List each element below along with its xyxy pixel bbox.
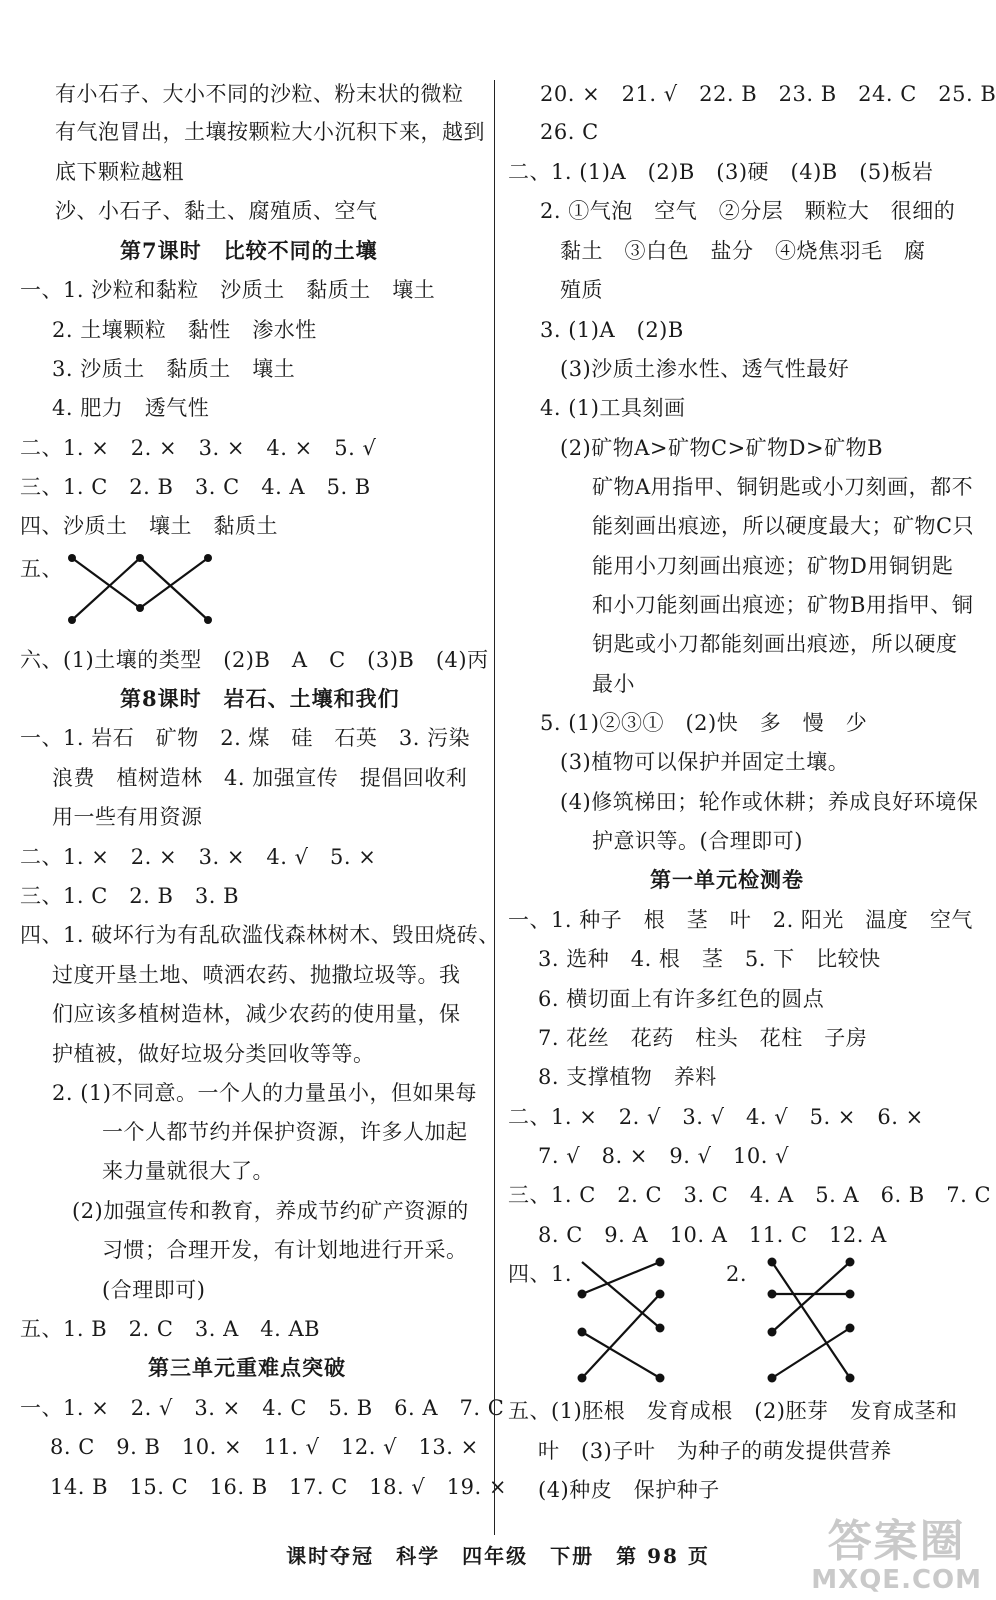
text-line: 4. (1)工具刻画 <box>540 396 686 420</box>
text-line: 有气泡冒出，土壤按颗粒大小沉积下来，越到 <box>55 120 485 144</box>
text-line: 五、 <box>20 557 63 581</box>
text-line: 五、1. B 2. C 3. A 4. AB <box>20 1317 321 1341</box>
text-line: 3. 沙质土 黏质土 壤土 <box>52 357 296 381</box>
text-line: 8. 支撑植物 养料 <box>538 1065 717 1089</box>
text-line: 三、1. C 2. B 3. C 4. A 5. B <box>20 475 371 499</box>
text-line: 一个人都节约并保护资源，许多人加起 <box>102 1120 468 1144</box>
text-line: (4)种皮 保护种子 <box>538 1478 720 1502</box>
text-line: 们应该多植树造林，减少农药的使用量，保 <box>52 1002 461 1026</box>
text-line: 一、1. 种子 根 茎 叶 2. 阳光 温度 空气 <box>508 908 973 932</box>
matching-diagram-2 <box>762 1252 862 1388</box>
text-line: 来力量就很大了。 <box>102 1159 274 1183</box>
matching-diagram-1 <box>572 1252 672 1388</box>
section-heading: 第7课时 比较不同的土壤 <box>120 238 378 263</box>
text-line: 8. C 9. A 10. A 11. C 12. A <box>538 1223 887 1247</box>
text-line: 26. C <box>540 120 599 144</box>
text-line: 二、1. × 2. × 3. × 4. × 5. √ <box>20 436 377 460</box>
text-line: 黏土 ③白色 盐分 ④烧焦羽毛 腐 <box>560 239 926 263</box>
text-line: 沙、小石子、黏土、腐殖质、空气 <box>55 199 378 223</box>
text-line: 底下颗粒越粗 <box>55 160 184 184</box>
text-line: 能用小刀刻画出痕迹；矿物D用铜钥匙 <box>592 554 954 578</box>
text-line: 一、1. 岩石 矿物 2. 煤 硅 石英 3. 污染 <box>20 726 471 750</box>
text-line: 能刻画出痕迹，所以硬度最大；矿物C只 <box>592 514 975 538</box>
text-line: 过度开垦土地、喷洒农药、抛撒垃圾等。我 <box>52 963 461 987</box>
text-line: 六、(1)土壤的类型 (2)B A C (3)B (4)丙 <box>20 648 489 672</box>
text-line: 三、1. C 2. C 3. C 4. A 5. A 6. B 7. C <box>508 1183 992 1207</box>
text-line: 3. 选种 4. 根 茎 5. 下 比较快 <box>538 947 881 971</box>
text-line: 殖质 <box>560 278 603 302</box>
text-line: 2. (1)不同意。一个人的力量虽小，但如果每 <box>52 1081 477 1105</box>
text-line: 2. ①气泡 空气 ②分层 颗粒大 很细的 <box>540 199 956 223</box>
text-line: 三、1. C 2. B 3. B <box>20 884 240 908</box>
page-footer: 课时夺冠 科学 四年级 下册 第 98 页 <box>286 1544 710 1568</box>
text-line: 14. B 15. C 16. B 17. C 18. √ 19. × <box>50 1475 507 1499</box>
text-line: 一、1. × 2. √ 3. × 4. C 5. B 6. A 7. C <box>20 1396 505 1420</box>
text-line: 护意识等。(合理即可) <box>592 829 803 853</box>
watermark <box>811 1518 982 1594</box>
watermark-url: MXQE.COM <box>811 1565 982 1595</box>
text-line: (2)矿物A>矿物C>矿物D>矿物B <box>560 436 884 460</box>
text-line: 护植被，做好垃圾分类回收等等。 <box>52 1042 375 1066</box>
watermark-logo: 答案圈 <box>827 1516 966 1567</box>
text-line: 和小刀能刻画出痕迹；矿物B用指甲、铜 <box>592 593 974 617</box>
matching-diagram-soil <box>60 548 220 630</box>
text-line: (3)植物可以保护并固定土壤。 <box>560 750 850 774</box>
text-line: 用一些有用资源 <box>52 805 203 829</box>
text-line: 五、(1)胚根 发育成根 (2)胚芽 发育成茎和 <box>508 1399 958 1423</box>
section-heading: 第8课时 岩石、土壤和我们 <box>120 686 400 711</box>
text-line: 2. 土壤颗粒 黏性 渗水性 <box>52 318 317 342</box>
text-line: 浪费 植树造林 4. 加强宣传 提倡回收利 <box>52 766 468 790</box>
text-line: 习惯；合理开发，有计划地进行开采。 <box>102 1238 468 1262</box>
text-line: 四、1. 破坏行为有乱砍滥伐森林树木、毁田烧砖、 <box>20 923 500 947</box>
text-line: 5. (1)②③① (2)快 多 慢 少 <box>540 711 868 735</box>
text-line: 7. √ 8. × 9. √ 10. √ <box>538 1144 789 1168</box>
text-line: 四、沙质土 壤土 黏质土 <box>20 514 278 538</box>
text-line: 20. × 21. √ 22. B 23. B 24. C 25. B <box>540 82 996 106</box>
section-heading: 第三单元重难点突破 <box>148 1355 346 1380</box>
text-line: 钥匙或小刀都能刻画出痕迹，所以硬度 <box>592 632 958 656</box>
text-line: 3. (1)A (2)B <box>540 318 684 342</box>
text-line: 2. <box>726 1262 748 1286</box>
text-line: 一、1. 沙粒和黏粒 沙质土 黏质土 壤土 <box>20 278 436 302</box>
text-line: 二、1. × 2. √ 3. √ 4. √ 5. × 6. × <box>508 1105 924 1129</box>
text-line: 4. 肥力 透气性 <box>52 396 210 420</box>
text-line: 最小 <box>592 672 635 696</box>
text-line: 二、1. × 2. × 3. × 4. √ 5. × <box>20 845 377 869</box>
text-line: 6. 横切面上有许多红色的圆点 <box>538 987 825 1011</box>
text-line: 叶 (3)子叶 为种子的萌发提供营养 <box>538 1439 892 1463</box>
text-line: 二、1. (1)A (2)B (3)硬 (4)B (5)板岩 <box>508 160 934 184</box>
text-line: 矿物A用指甲、铜钥匙或小刀刻画，都不 <box>592 475 974 499</box>
text-line: 8. C 9. B 10. × 11. √ 12. √ 13. × <box>50 1435 479 1459</box>
column-divider <box>494 80 495 1535</box>
text-line: (3)沙质土渗水性、透气性最好 <box>560 357 850 381</box>
section-heading: 第一单元检测卷 <box>650 867 804 892</box>
text-line: (2)加强宣传和教育，养成节约矿产资源的 <box>72 1199 469 1223</box>
text-line: (合理即可) <box>102 1278 206 1302</box>
text-line: (4)修筑梯田；轮作或休耕；养成良好环境保 <box>560 790 979 814</box>
text-line: 7. 花丝 花药 柱头 花柱 子房 <box>538 1026 868 1050</box>
text-line: 四、1. <box>508 1262 573 1286</box>
text-line: 有小石子、大小不同的沙粒、粉末状的微粒 <box>55 82 464 106</box>
